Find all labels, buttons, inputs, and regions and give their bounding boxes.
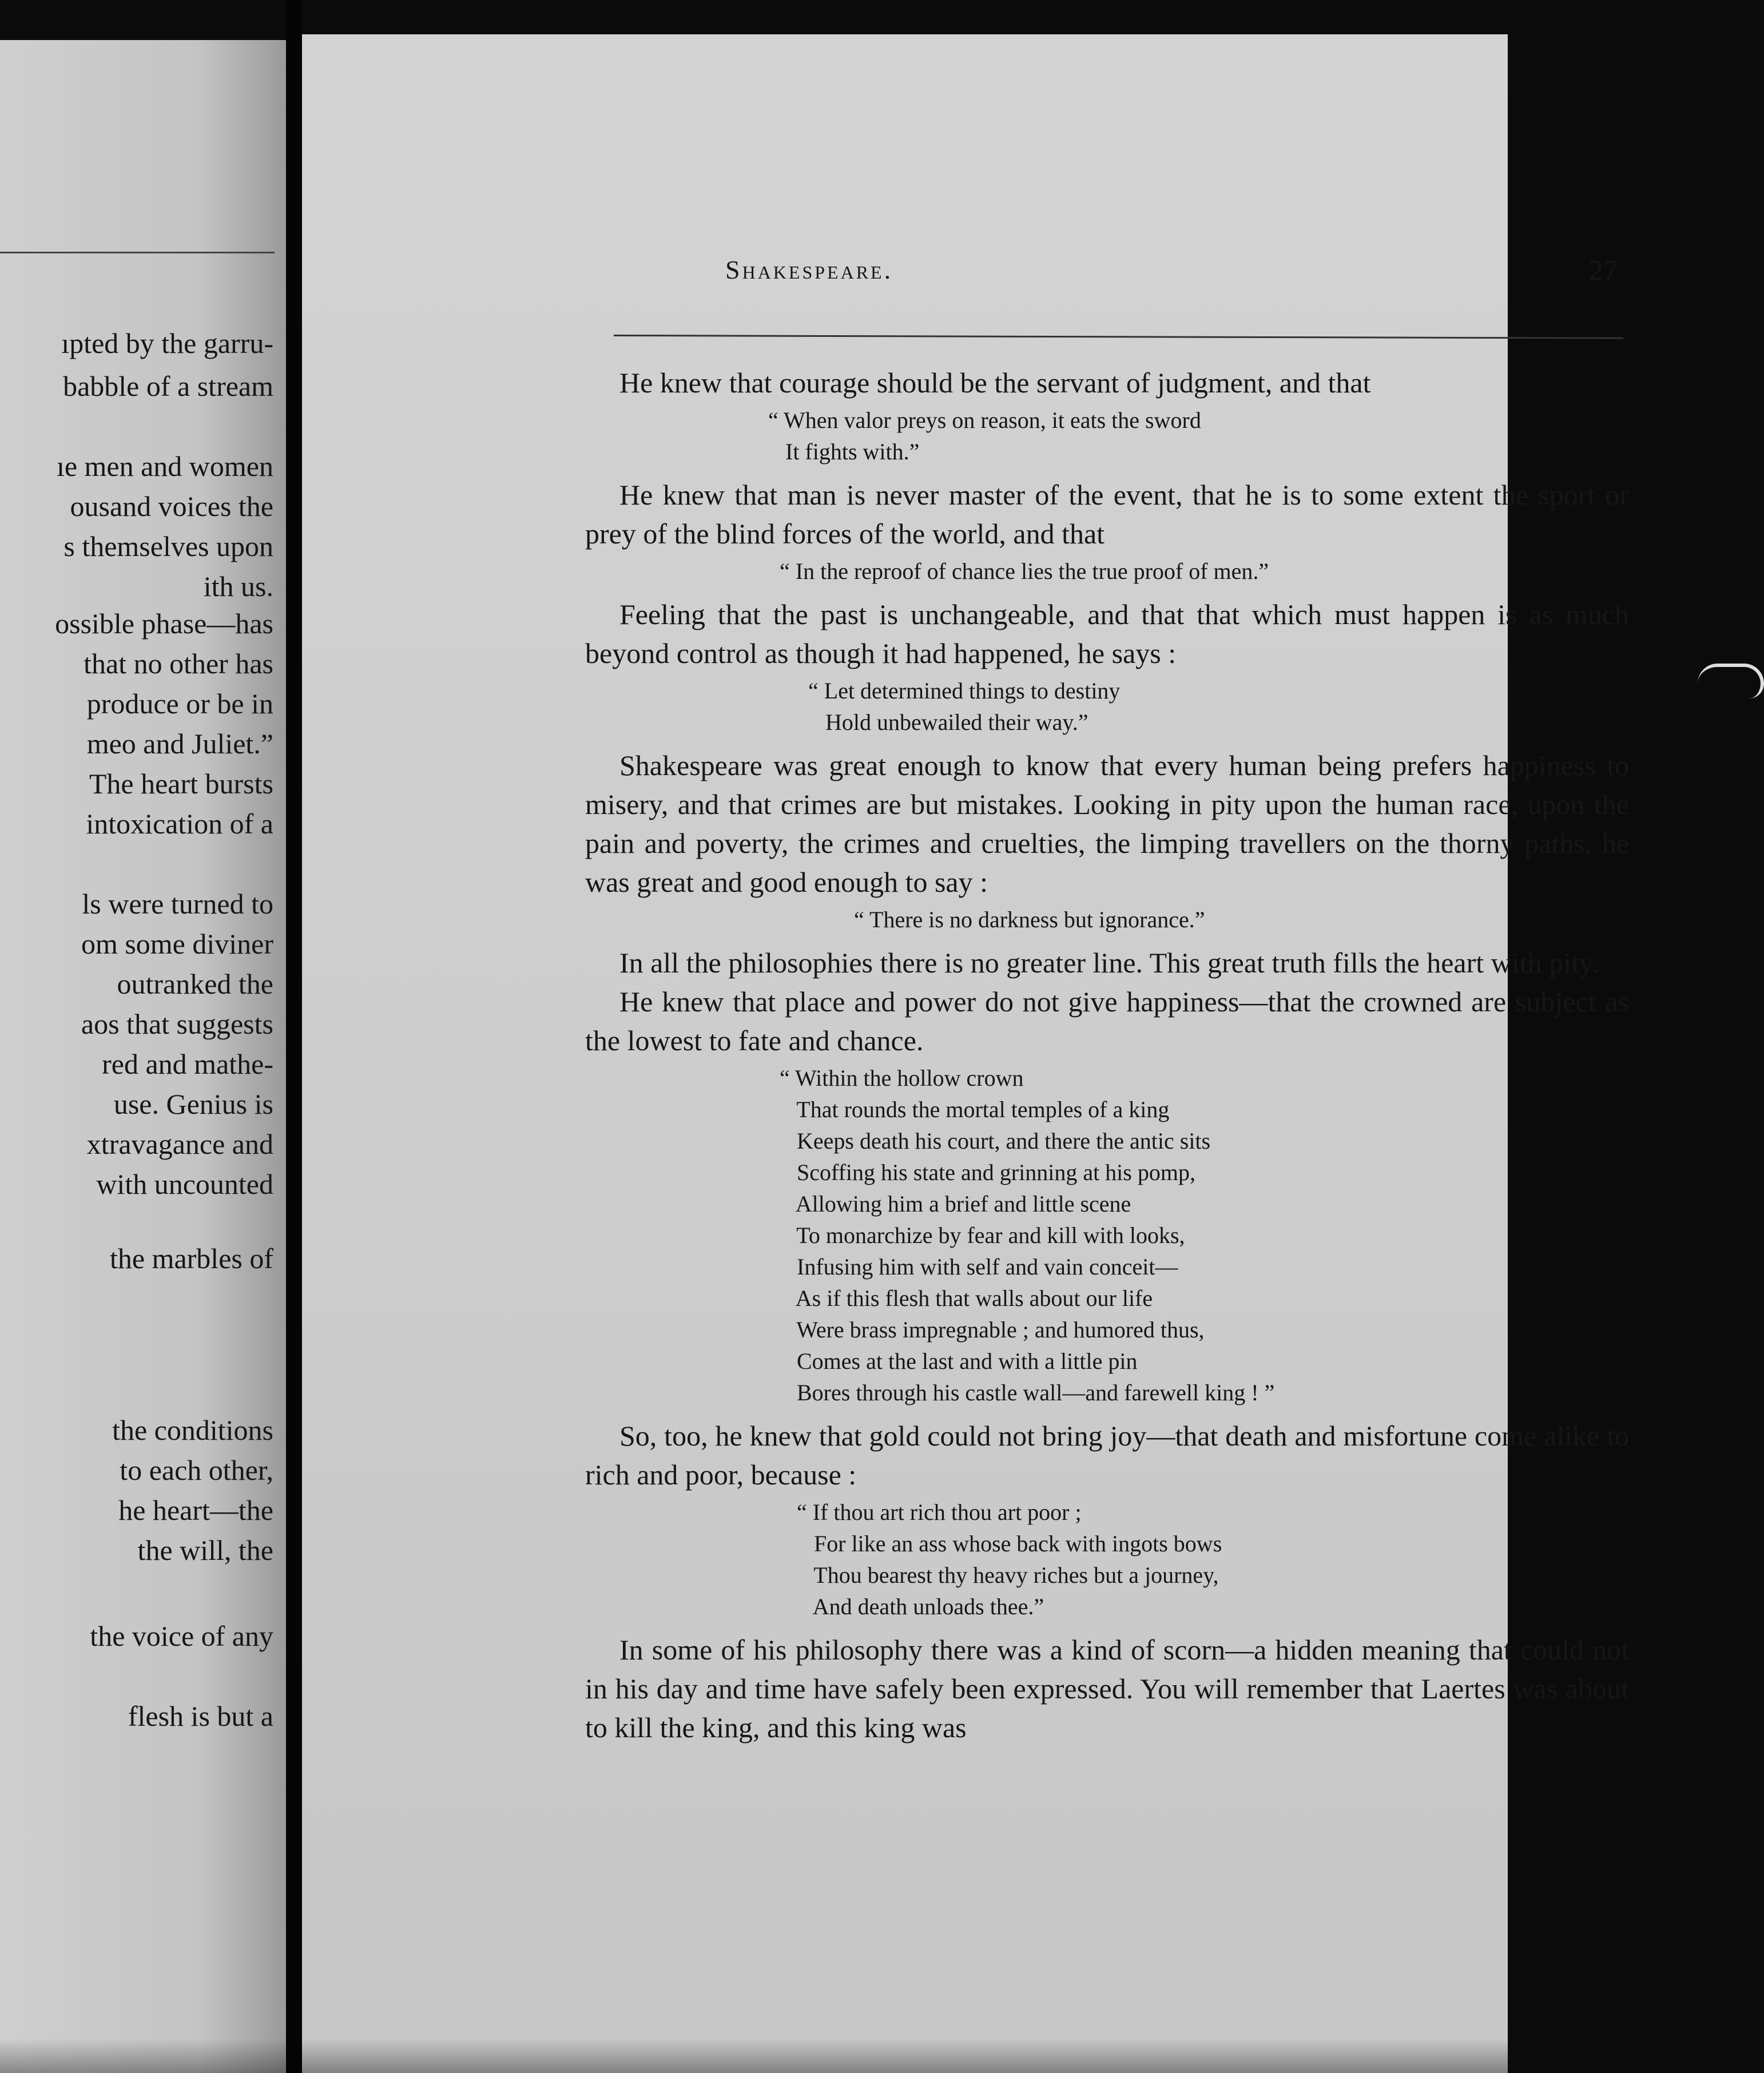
verse-line: Hold unbewailed their way.” xyxy=(808,709,1088,735)
running-head: Shakespeare. xyxy=(725,255,893,284)
verse-line: For like an ass whose back with ingots bows xyxy=(797,1531,1222,1556)
page-27 xyxy=(302,34,1629,2073)
verse-quotation xyxy=(768,404,1629,467)
left-page-line: The heart bursts xyxy=(89,768,273,800)
left-page-header-rule xyxy=(0,252,275,253)
verse-line: Thou bearest thy heavy riches but a journey, xyxy=(797,1562,1219,1588)
verse-line: Were brass impregnable ; and humored thus, xyxy=(780,1317,1205,1343)
left-page-line: with uncounted xyxy=(96,1168,273,1200)
verse-line: “ In the reproof of chance lies the true proof of men.” xyxy=(780,558,1269,584)
left-page-line: intoxication of a xyxy=(86,808,273,840)
left-page-line: red and mathe- xyxy=(102,1048,273,1080)
left-page-line: the voice of any xyxy=(90,1620,273,1652)
left-page-line: aos that suggests xyxy=(81,1008,273,1040)
header-rule xyxy=(614,335,1623,339)
left-page-line: he heart—the xyxy=(118,1494,273,1526)
verse-quotation xyxy=(808,675,1629,738)
paragraph: He knew that place and power do not give happiness—that the crowned are subject as the lowest to fate and chance. xyxy=(585,986,1629,1057)
left-page-line: om some diviner xyxy=(81,928,273,960)
verse-line: Allowing him a brief and little scene xyxy=(780,1191,1131,1217)
paragraph: In all the philosophies there is no greater line. This great truth fills the heart with pity. xyxy=(619,947,1599,979)
verse-quotation xyxy=(797,1496,1629,1622)
verse-line: Keeps death his court, and there the antic sits xyxy=(780,1128,1211,1154)
left-page-line: ousand voices the xyxy=(70,490,273,522)
left-page-line: the conditions xyxy=(112,1414,273,1446)
left-page-line: that no other has xyxy=(84,648,273,680)
left-page-line: produce or be in xyxy=(86,688,273,720)
facing-page-left xyxy=(0,40,286,2073)
verse-line: That rounds the mortal temples of a king xyxy=(780,1097,1170,1122)
verse-line: Bores through his castle wall—and farewell king ! ” xyxy=(780,1380,1275,1405)
left-page-line: the marbles of xyxy=(109,1242,273,1274)
left-page-line: ls were turned to xyxy=(82,888,273,920)
verse-line: “ There is no darkness but ignorance.” xyxy=(854,907,1205,932)
paragraph: So, too, he knew that gold could not bring joy—that death and misfortune come alike to rich and poor, because : xyxy=(585,1420,1629,1491)
left-page-line: s themselves upon xyxy=(63,530,273,562)
left-page-line: flesh is but a xyxy=(128,1700,273,1732)
left-page-line: meo and Juliet.” xyxy=(86,728,273,760)
verse-line: And death unloads thee.” xyxy=(797,1594,1044,1619)
scan-smudge xyxy=(1698,664,1764,698)
left-page-line: ossible phase—has xyxy=(55,607,273,640)
left-page-line: ith us. xyxy=(203,570,273,602)
verse-line: Comes at the last and with a little pin xyxy=(780,1348,1138,1374)
verse-quotation xyxy=(780,555,1629,587)
verse-line: As if this flesh that walls about our life xyxy=(780,1285,1153,1311)
verse-line: It fights with.” xyxy=(768,439,920,464)
verse-line: “ When valor preys on reason, it eats the sword xyxy=(768,407,1201,433)
left-page-line: outranked the xyxy=(117,968,273,1000)
verse-line: “ If thou art rich thou art poor ; xyxy=(797,1499,1082,1525)
book-gutter xyxy=(286,0,302,2073)
paragraph: In some of his philosophy there was a kind of scorn—a hidden meaning that could not in his day and time have safely been expressed. You will remember that Laertes was about to kill the king, and this king was xyxy=(585,1634,1629,1744)
verse-quotation xyxy=(780,1062,1629,1408)
left-page-line: the will, the xyxy=(137,1534,273,1566)
verse-line: “ Let determined things to destiny xyxy=(808,678,1121,704)
verse-line: Infusing him with self and vain conceit— xyxy=(780,1254,1178,1280)
left-page-line: xtravagance and xyxy=(86,1128,273,1160)
paragraph: He knew that courage should be the servant of judgment, and that xyxy=(619,367,1371,399)
paragraph: Feeling that the past is unchangeable, and that that which must happen is as much beyond control as though it had happened, he says : xyxy=(585,598,1629,669)
left-page-line: use. Genius is xyxy=(113,1088,273,1120)
verse-quotation xyxy=(854,904,1629,935)
verse-line: To monarchize by fear and kill with looks, xyxy=(780,1222,1185,1248)
verse-line: “ Within the hollow crown xyxy=(780,1065,1024,1091)
verse-line: Scoffing his state and grinning at his pomp, xyxy=(780,1159,1195,1185)
paragraph: Shakespeare was great enough to know that every human being prefers happiness to misery, and that crimes are but mistakes. Looking in pity upon the human race, upon the pain and poverty, the crimes and cruelties, the limping travellers on the thorny paths, he was great and good enough to say : xyxy=(585,749,1629,898)
left-page-line: babble of a stream xyxy=(63,370,273,402)
page-number: 27 xyxy=(1589,254,1618,286)
paragraph: He knew that man is never master of the event, that he is to some extent the sport or prey of the blind forces of the world, and that xyxy=(585,479,1629,550)
left-page-line: to each other, xyxy=(120,1454,273,1486)
page-body xyxy=(585,363,1629,1747)
left-page-line: ıpted by the garru- xyxy=(61,327,273,359)
left-page-line: ıe men and women xyxy=(56,450,273,482)
